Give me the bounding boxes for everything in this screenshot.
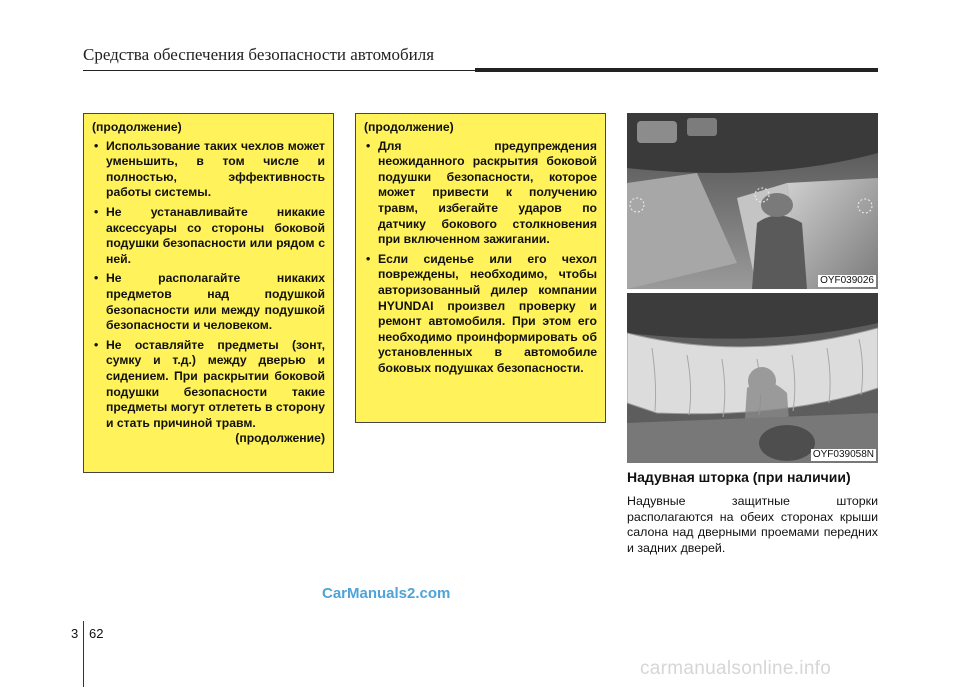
warning-item: • Не располагайте никаких предметов над подушкой безопасности или между подушкой безопасности и человеком. <box>92 271 325 333</box>
warning-list <box>92 139 325 432</box>
interior-photo-top <box>627 113 878 289</box>
continued-label: (продолжение) <box>92 120 182 134</box>
chapter-number: 3 <box>71 626 79 641</box>
header-rule-thick <box>475 68 878 72</box>
car-interior-illustration <box>627 113 878 289</box>
warning-item: • Для предупреждения неожиданного раскрытия боковой подушки безопасности, которое может привести к получению травм, избегайте ударов по датчику бокового столкновения при включенном зажигании. <box>364 139 597 248</box>
continued-label: (продолжение) <box>235 431 325 446</box>
page-number: 62 <box>89 626 104 641</box>
continued-label: (продолжение) <box>364 120 454 134</box>
page-number-divider <box>83 621 84 687</box>
warning-item: • Если сиденье или его чехол повреждены, необходимо, чтобы авторизованный дилер компании HYUNDAI произвел проверку и ремонт автомобиля. При этом его необходимо проинформировать об установленных в автомобиле боковых подушках безопасности. <box>364 252 597 377</box>
warning-item: • Не оставляйте предметы (зонт, сумку и т.д.) между дверью и сидением. При раскрытии боковой подушки безопасности такие предметы могут отлететь в сторону и стать причиной травм. <box>92 338 325 432</box>
page-header-title: Средства обеспечения безопасности автомобиля <box>83 45 435 64</box>
section-paragraph: Надувные защитные шторки располагаются на обеих сторонах крыши салона над дверными проемами передних и задних дверей. <box>627 494 878 555</box>
image-code: OYF039026 <box>820 275 874 286</box>
warning-list <box>364 139 597 377</box>
warning-item: • Не устанавливайте никакие аксессуары со стороны боковой подушки безопасности или рядом с ней. <box>92 205 325 267</box>
warning-box-left <box>83 113 334 473</box>
section-heading: Надувная шторка (при наличии) <box>627 469 851 485</box>
curtain-airbag-illustration <box>627 293 878 463</box>
image-code: OYF039058N <box>812 449 874 460</box>
interior-photo-bottom <box>627 293 878 463</box>
site-watermark[interactable]: carmanualsonline.info <box>640 658 832 679</box>
watermark-link[interactable]: CarManuals2.com <box>322 585 451 602</box>
warning-box-right <box>355 113 606 423</box>
warning-item: • Использование таких чехлов может уменьшить, в том числе и полностью, эффективность работы системы. <box>92 139 325 201</box>
